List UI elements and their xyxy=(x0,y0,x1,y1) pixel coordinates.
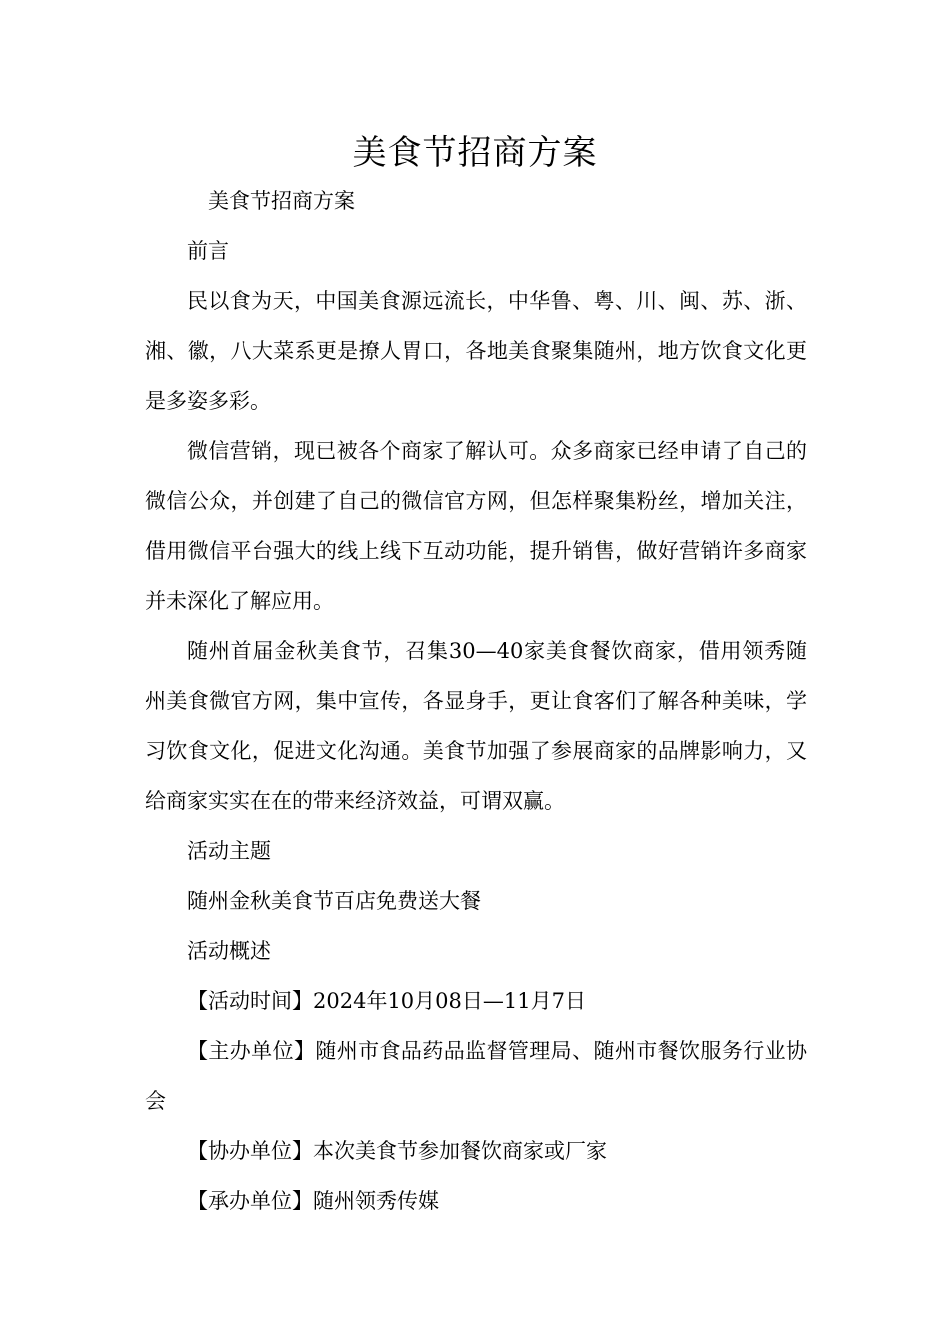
body-paragraph: 微信营销，现已被各个商家了解认可。众多商家已经申请了自己的微信公众，并创建了自己的微信官方网，但怎样聚集粉丝，增加关注，借用微信平台强大的线上线下互动功能，提升销售，做好营销许多商家并未深化了解应用。 xyxy=(145,439,807,613)
document-title: 美食节招商方案 xyxy=(352,133,598,173)
section-heading-preface: 前言 xyxy=(187,239,229,263)
activity-time: 【活动时间】2024年10月08日—11月7日 xyxy=(187,989,586,1013)
body-paragraph: 随州金秋美食节百店免费送大餐 xyxy=(187,889,481,913)
body-paragraph: 随州首届金秋美食节，召集30—40家美食餐饮商家，借用领秀随州美食微官方网，集中宣传，各显身手，更让食客们了解各种美味，学习饮食文化，促进文化沟通。美食节加强了参展商家的品牌影响力，又给商家实实在在的带来经济效益，可谓双赢。 xyxy=(145,639,807,813)
section-heading-theme: 活动主题 xyxy=(187,839,271,863)
host-organization: 【主办单位】随州市食品药品监督管理局、随州市餐饮服务行业协会 xyxy=(145,1039,807,1113)
document-body xyxy=(145,176,807,1226)
subtitle-paragraph: 美食节招商方案 xyxy=(208,189,355,213)
co-organizer: 【协办单位】本次美食节参加餐饮商家或厂家 xyxy=(187,1139,607,1163)
undertaking-organization: 【承办单位】随州领秀传媒 xyxy=(187,1189,439,1213)
body-paragraph: 民以食为天，中国美食源远流长，中华鲁、粤、川、闽、苏、浙、湘、徽，八大菜系更是撩人胃口，各地美食聚集随州，地方饮食文化更是多姿多彩。 xyxy=(145,289,807,413)
section-heading-overview: 活动概述 xyxy=(187,939,271,963)
